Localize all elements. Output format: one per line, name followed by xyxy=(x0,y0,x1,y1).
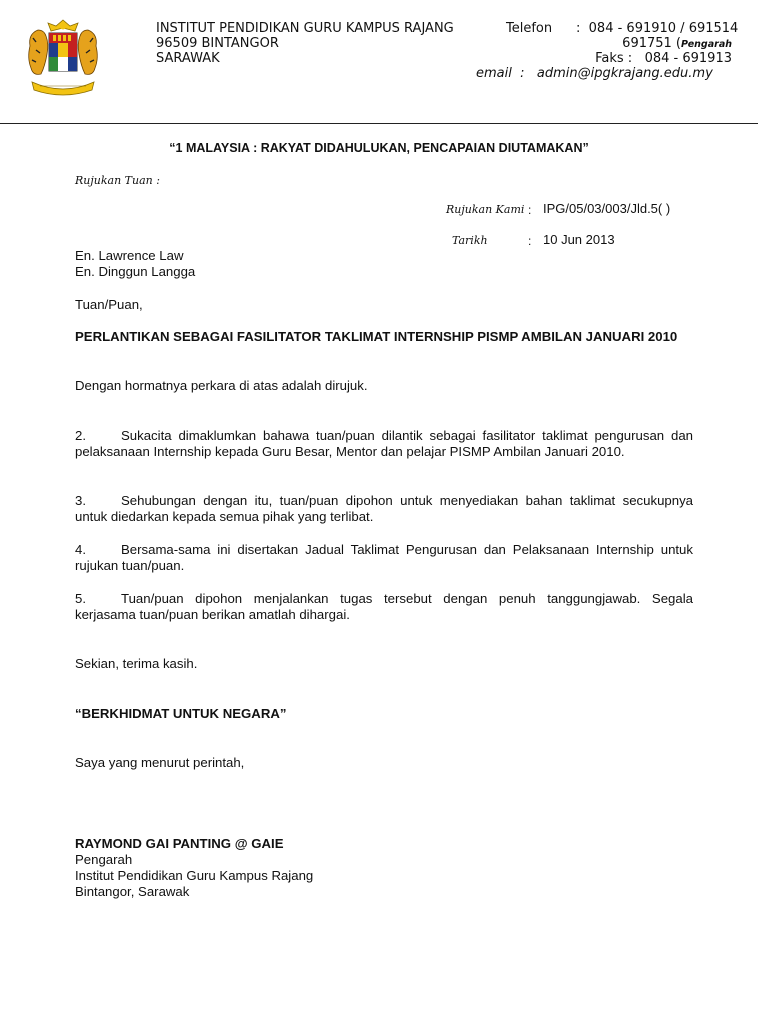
salutation: Tuan/Puan, xyxy=(75,297,143,312)
paragraph-number: 5. xyxy=(75,591,86,606)
tarikh-value: 10 Jun 2013 xyxy=(543,232,615,247)
letter-subject: PERLANTIKAN SEBAGAI FASILITATOR TAKLIMAT INTERNSHIP PISMP AMBILAN JANUARI 2010 xyxy=(75,329,678,344)
yours-faithfully: Saya yang menurut perintah, xyxy=(75,755,245,770)
recipient-name: En. Dinggun Langga xyxy=(75,264,196,279)
paragraph-text: Sehubungan dengan itu, tuan/puan dipohon untuk menyediakan bahan taklimat secukupnya untuk diedarkan kepada semua pihak yang terlibat. xyxy=(75,493,693,524)
rujukan-kami-value: IPG/05/03/003/Jld.5( ) xyxy=(543,201,671,216)
institution-state: SARAWAK xyxy=(156,51,220,66)
closing-line: Sekian, terima kasih. xyxy=(75,656,198,671)
institution-postcode: 96509 BINTANGOR xyxy=(156,36,279,51)
rujukan-kami-colon: : xyxy=(528,203,532,217)
institution-address xyxy=(156,21,454,66)
signatory-location: Bintangor, Sarawak xyxy=(75,884,190,899)
email-label: email xyxy=(476,66,512,81)
signatory-organization: Institut Pendidikan Guru Kampus Rajang xyxy=(75,868,314,883)
faks-label: Faks xyxy=(595,51,624,66)
intro-paragraph: Dengan hormatnya perkara di atas adalah dirujuk. xyxy=(75,378,368,393)
telefon-label: Telefon xyxy=(506,21,553,36)
paragraph-text: Sukacita dimaklumkan bahawa tuan/puan dilantik sebagai fasilitator taklimat pengurusan dan pelaksanaan Internship kepada Guru Besar, Mentor dan pelajar PISMP Ambilan Januari 2010. xyxy=(75,428,693,459)
faks-line: Faks : 084 - 691913 xyxy=(595,51,732,66)
slogan: “BERKHIDMAT UNTUK NEGARA” xyxy=(75,706,287,721)
motto-heading: “1 MALAYSIA : RAKYAT DIDAHULUKAN, PENCAPAIAN DIUTAMAKAN” xyxy=(169,141,589,155)
paragraph-text: Bersama-sama ini disertakan Jadual Taklimat Pengurusan dan Pelaksanaan Internship untuk rujukan tuan/puan. xyxy=(75,542,693,573)
email-line: email : admin@ipgkrajang.edu.my xyxy=(476,66,713,81)
institution-name: INSTITUT PENDIDIKAN GURU KAMPUS RAJANG xyxy=(156,21,454,36)
paragraph-number: 4. xyxy=(75,542,86,557)
rujukan-tuan-label: Rujukan Tuan : xyxy=(75,174,160,187)
tarikh-colon: : xyxy=(528,234,532,248)
telefon-line-2 xyxy=(622,36,732,52)
paragraph-2 xyxy=(75,428,693,460)
telefon-value: 084 - 691910 / 691514 xyxy=(588,21,739,36)
faks-value: 084 - 691913 xyxy=(644,51,732,66)
paragraph-text: Tuan/puan dipohon menjalankan tugas tersebut dengan penuh tanggungjawab. Segala kerjasama tuan/puan berikan amatlah dihargai. xyxy=(75,591,693,622)
signatory-name: RAYMOND GAI PANTING @ GAIE xyxy=(75,836,284,851)
telefon-value-2: 691751 ( xyxy=(622,36,682,51)
paragraph-number: 3. xyxy=(75,493,86,508)
email-link[interactable]: admin@ipgkrajang.edu.my xyxy=(536,66,713,81)
telefon-line: Telefon : 084 - 691910 / 691514 xyxy=(506,21,739,36)
telefon-note: Pengarah xyxy=(681,39,732,50)
rujukan-kami-label: Rujukan Kami xyxy=(446,203,525,216)
paragraph-number: 2. xyxy=(75,428,86,443)
tarikh-label: Tarikh xyxy=(452,234,488,247)
header-divider xyxy=(0,123,758,124)
paragraph-3 xyxy=(75,493,693,525)
paragraph-4 xyxy=(75,542,693,574)
recipient-name: En. Lawrence Law xyxy=(75,248,184,263)
coat-of-arms-icon xyxy=(24,16,102,98)
paragraph-5 xyxy=(75,591,693,623)
signatory-title: Pengarah xyxy=(75,852,133,867)
recipient-block xyxy=(75,248,195,280)
